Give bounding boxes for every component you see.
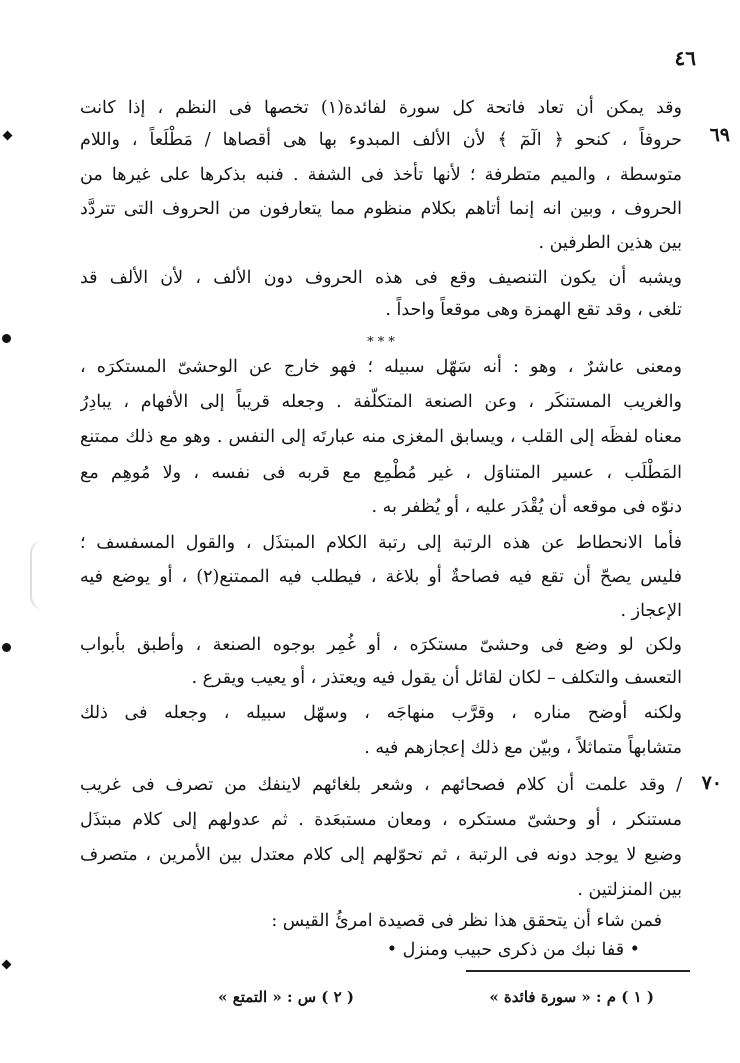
verse-line: • قفا نبك من ذكرى حبيب ومنزل • [386, 940, 640, 960]
text-line: ومعنى عاشرٌ ، وهو : أنه سَهّل سبيله ؛ فهو خارج عن الوحشىّ المستكرَه ، [80, 357, 682, 377]
text-line: دنوّه فى موقعه أن يُقْدَر عليه ، أو يُظفر به . [371, 497, 682, 517]
text-line: وقد يمكن أن تعاد فاتحة كل سورة لفائدة(١) تخصها فى النظم ، إذا كانت [80, 98, 682, 118]
text-line: متشابهاً متماثلاً ، وبيّن مع ذلك إعجازهم فيه . [364, 738, 682, 758]
text-line: ولكن لو وضع فى وحشىّ مستكرَه ، أو غُمِر بوجوه الصنعة ، وأطبق بأبواب [80, 635, 682, 655]
text-line: بين المنزلتين . [577, 880, 682, 900]
margin-number-69: ٦٩ [709, 124, 730, 146]
text-line: فمن شاء أن يتحقق هذا نظر فى قصيدة امرئُ القيس : [271, 911, 662, 931]
text-line: والغريب المستنكَر ، وعن الصنعة المتكلّفة . وجعله قريباً إلى الأفهام ، يبادِرُ [80, 392, 682, 412]
text-line: الحروف ، وبين انه إنما أتاهم بكلام منظوم مما يتعارفون من الحروف التى تتردَّد [80, 199, 682, 219]
text-line: ويشبه أن يكون التنصيف وقع فى هذه الحروف دون الألف ، لأن الألف قد [80, 268, 682, 288]
text-line: فليس يصحّ أن تقع فيه فصاحةٌ أو بلاغة ، فيطلب فيه الممتنع(٢) ، أو يوضع فيه [80, 567, 682, 587]
text-line: المَطْلَب ، عسير المتناوَل ، غير مُطْمِع مع قربه فى نفسه ، ولا مُوهِم مع [80, 463, 682, 483]
scan-mark [2, 643, 11, 652]
scan-mark [2, 960, 12, 970]
scan-mark [3, 131, 13, 141]
footnote-1: ( ١ ) م : « سورة فائدة » [489, 988, 654, 1006]
text-line: حروفاً ، كنحو ﴿ الٓمٓ ﴾ لأن الألف المبدوء بها هى أقصاها / مَطْلَعاً ، واللام [80, 130, 682, 150]
text-line: الإعجاز . [620, 601, 682, 621]
text-line: مستنكر ، أو وحشىّ مستكره ، ومعان مستبعَدة . ثم عدولهم إلى كلام مبتذَل [80, 810, 682, 830]
text-line: متوسطة ، والميم متطرفة ؛ لأنها تأخذ فى الشفة . فنبه بذكرها على غيرها من [80, 165, 682, 185]
text-line: / وقد علمت أن كلام فصحائهم ، وشعر بلغائهم لاينفك من تصرف فى غريب [80, 775, 682, 795]
footnote-separator [466, 970, 690, 972]
scan-bleed [30, 540, 48, 610]
margin-number-70: ٧٠ [701, 772, 722, 794]
text-line: فأما الانحطاط عن هذه الرتبة إلى رتبة الكلام المبتذَل ، والقول المسفسف ؛ [80, 533, 682, 553]
text-line: التعسف والتكلف – لكان لقائل أن يقول فيه ويعتذر ، أو يعيب ويقرع . [191, 668, 682, 688]
footnote-2: ( ٢ ) س : « التمتع » [218, 988, 354, 1006]
text-line: وضيع لا يوجد دونه فى الرتبة ، ثم تحوّلهم إلى كلام معتدل بين الأمرين ، متصرف [80, 845, 682, 865]
scan-mark [2, 334, 11, 343]
text-line: بين هذين الطرفين . [538, 233, 682, 253]
text-line: ولكنه أوضح مناره ، وقرَّب منهاجَه ، وسهّل سبيله ، وجعله فى ذلك [80, 703, 682, 723]
text-line: تلغى ، وقد تقع الهمزة وهى موقعاً واحداً . [385, 300, 682, 320]
page-number: ٤٦ [674, 46, 696, 70]
section-separator: * * * [367, 335, 395, 350]
text-line: معناه لفظَه إلى القلب ، ويسابق المغزى منه عبارتَه إلى النفس . وهو مع ذلك ممتنع [80, 427, 682, 447]
